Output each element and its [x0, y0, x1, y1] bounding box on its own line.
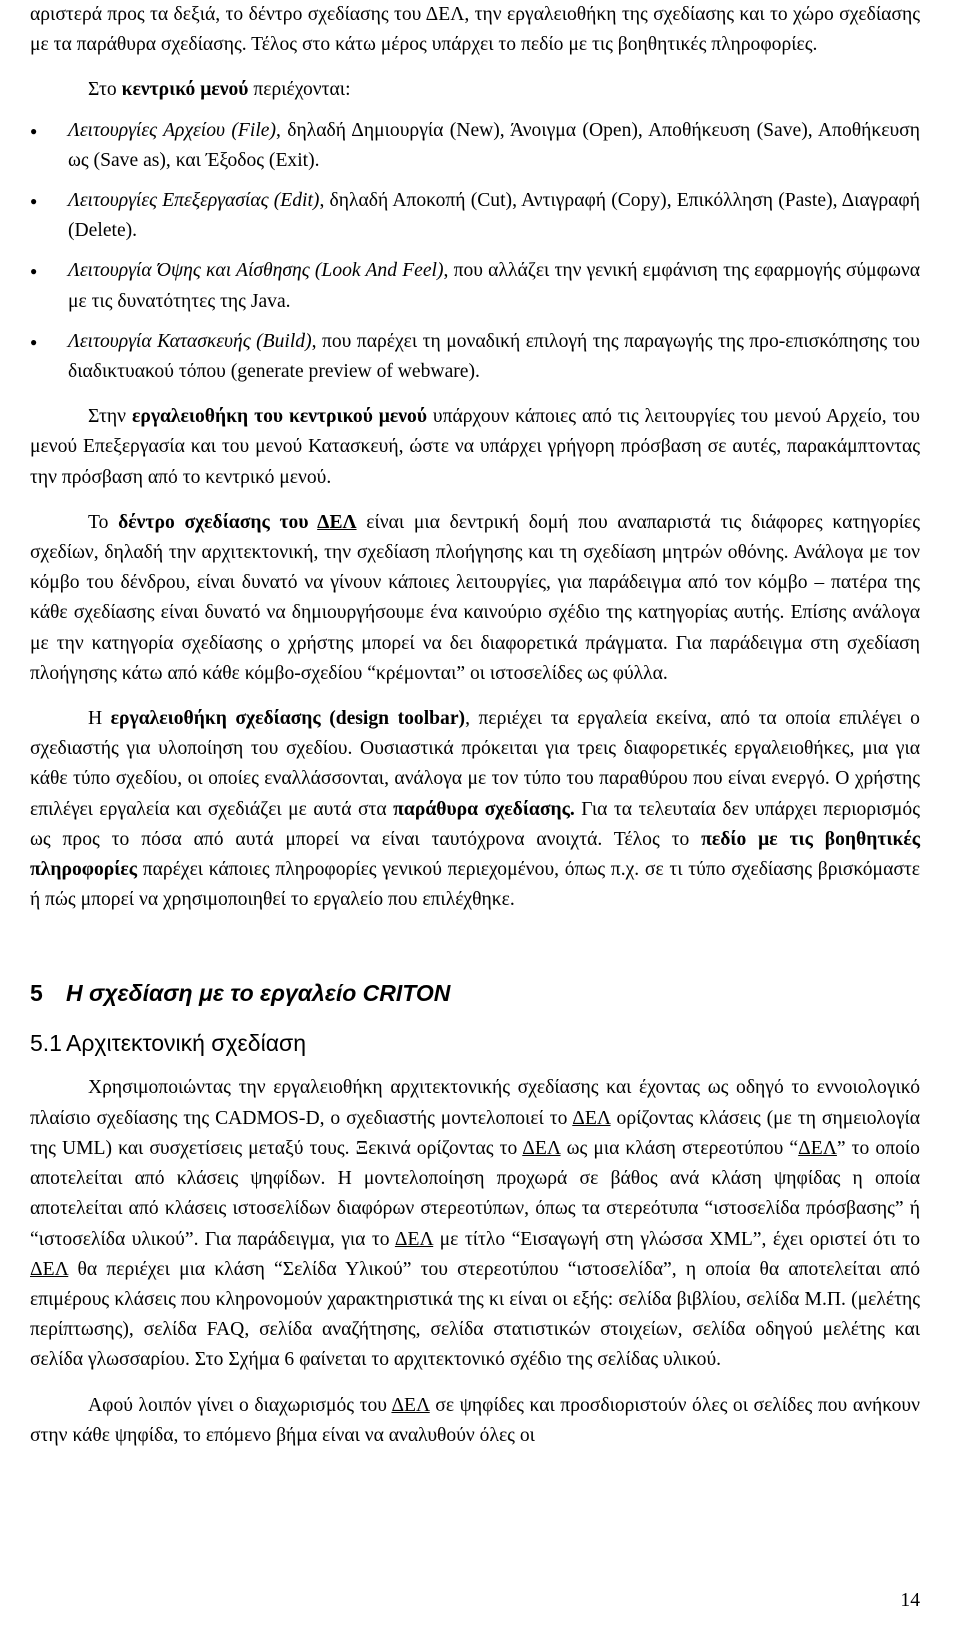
- menu-intro: Στο κεντρικό μενού περιέχονται:: [88, 79, 351, 101]
- intro-paragraph: αριστερά προς τα δεξιά, το δέντρο σχεδίασης του ΔΕΛ, την εργαλειοθήκη της σχεδίασης και το χώρο σχεδίασης με τα παράθυρα σχεδίασης. Τέλος στο κάτω μέρος υπάρχει το πεδίο με τις βοηθητικές πληροφορίες.: [30, 4, 920, 56]
- toolbar-paragraph: Στην εργαλειοθήκη του κεντρικού μενού υπάρχουν κάποιες από τις λειτουργίες του μενού Αρχείο, του μενού Επεξεργασία και του μενού Κατασκευή, ώστε να υπάρχει γρήγορη πρόσβαση σε αυτές, παρακάμπτοντας την πρόσβαση από το κεντρικό μενού.: [30, 406, 920, 488]
- design-tree-paragraph: Το δέντρο σχεδίασης του ΔΕΛ είναι μια δεντρική δομή που αναπαριστά τις διάφορες κατηγορίες σχεδίων, δηλαδή την αρχιτεκτονική, την σχεδίαση πλοήγησης και τη σχεδίαση μητρών οθόνης. Ανάλογα με τον κόμβο του δένδρου, είναι δυνατό να γίνουν κάποιες λειτουργίες, για παράδειγμα από τον κόμβο – πατέρα της κάθε σχεδίασης είναι δυνατό να δημιουργήσουμε ένα καινούριο σχέδιο της κατηγορίας αυτής. Επίσης ανάλογα με την κατηγορία σχεδίασης ο χρήστης μπορεί να δει διαφορετικά πράγματα. Για παράδειγμα στη σχεδίαση πλοήγησης κάτω από κάθε κόμβο-σχεδίου “κρέμονται” οι ιστοσελίδες ως φύλλα.: [30, 511, 920, 684]
- closing-paragraph: Αφού λοιπόν γίνει ο διαχωρισμός του ΔΕΛ σε ψηφίδες και προσδιοριστούν όλες οι σελίδες που ανήκουν στην κάθε ψηφίδα, το επόμενο βήμα είναι να αναλυθούν όλες οι: [30, 1394, 920, 1446]
- subsection-heading: 5.1 Αρχιτεκτονική σχεδίαση: [30, 1030, 307, 1057]
- page-number: 14: [900, 1590, 920, 1611]
- section-heading: 5 Η σχεδίαση με το εργαλείο CRITON: [30, 980, 451, 1007]
- architecture-paragraph: Χρησιμοποιώντας την εργαλειοθήκη αρχιτεκτονικής σχεδίασης και έχοντας ως οδηγό το εννοιολογικό πλαίσιο σχεδίασης της CADMOS-D, ο σχεδιαστής μοντελοποιεί το ΔΕΛ ορίζοντας κλάσεις (με τη σημειολογία της UML) και συσχετίσεις μεταξύ τους. Ξεκινά ορίζοντας το ΔΕΛ ως μια κλάση στερεοτύπου “ΔΕΛ” το οποίο αποτελείται από κλάσεις ψηφίδων. Η μοντελοποίηση προχωρά σε βάθος ανά κλάση ψηφίδας η οποία αποτελείται από κλάσεις ιστοσελίδων διαφόρων στερεοτύπων, όπως τα στερεότυπα “ιστοσελίδα πρόσβασης” ή “ιστοσελίδα υλικού”. Για παράδειγμα, για το ΔΕΛ με τίτλο “Εισαγωγή στη γλώσσα XML”, έχει οριστεί ότι το ΔΕΛ θα περιέχει μια κλάση “Σελίδα Υλικού” του στερεοτύπου “ιστοσελίδα”, η οποία θα αποτελείται από επιμέρους κλάσεις που κληρονομούν χαρακτηριστικά της κι είναι οι εξής: σελίδα βιβλίου, σελίδα Μ.Π. (μελέτης περίπτωσης), σελίδα FAQ, σελίδα αναζήτησης, σελίδα στατιστικών στοιχείων, σελίδα οδηγού μελέτης και σελίδα γλωσσαρίου. Στο Σχήμα 6 φαίνεται το αρχιτεκτονικό σχέδιο της σελίδας υλικού.: [30, 1077, 920, 1371]
- list-item: ● Λειτουργίες Αρχείου (File), δηλαδή Δημιουργία (New), Άνοιγμα (Open), Αποθήκευση (Save), Αποθήκευση ως (Save as), και Έξοδος (Exit).: [30, 116, 920, 176]
- list-item: ● Λειτουργίες Επεξεργασίας (Edit), δηλαδή Αποκοπή (Cut), Αντιγραφή (Copy), Επικόλληση (Paste), Διαγραφή (Delete).: [30, 186, 920, 246]
- document-page: [30, 0, 920, 1451]
- central-menu-term: κεντρικό μενού: [121, 79, 249, 101]
- design-toolbar-paragraph: Η εργαλειοθήκη σχεδίασης (design toolbar), περιέχει τα εργαλεία εκείνα, από τα οποία επιλέγει ο σχεδιαστής για υλοποίηση του σχεδίου. Ουσιαστικά πρόκειται για τρεις διαφορετικές εργαλειοθήκες, μια για κάθε τύπο σχεδίου, οι οποίες εναλλάσσονται, ανάλογα με τον τύπο του παραθύρου που είναι ενεργό. Ο χρήστης επιλέγει εργαλεία και σχεδιάζει με αυτά στα παράθυρα σχεδίασης. Για τα τελευταία δεν υπάρχει περιορισμός ως προς το πόσα από αυτά μπορεί να είναι ταυτόχρονα ανοιχτά. Τέλος το πεδίο με τις βοηθητικές πληροφορίες παρέχει κάποιες πληροφορίες γενικού περιεχομένου, όπως π.χ. σε τι τύπο σχεδίασης βρισκόμαστε ή πώς μπορεί να χρησιμοποιηθεί το εργαλείο που επιλέχθηκε.: [30, 708, 921, 911]
- menu-functions-list: [30, 116, 920, 388]
- list-item: ● Λειτουργία Όψης και Αίσθησης (Look And Feel), που αλλάζει την γενική εμφάνιση της εφαρμογής σύμφωνα με τις δυνατότητες της Java.: [30, 256, 920, 316]
- list-item: ● Λειτουργία Κατασκευής (Build), που παρέχει τη μοναδική επιλογή της παραγωγής της προ-επισκόπησης του διαδικτυακού τόπου (generate preview of webware).: [30, 327, 920, 387]
